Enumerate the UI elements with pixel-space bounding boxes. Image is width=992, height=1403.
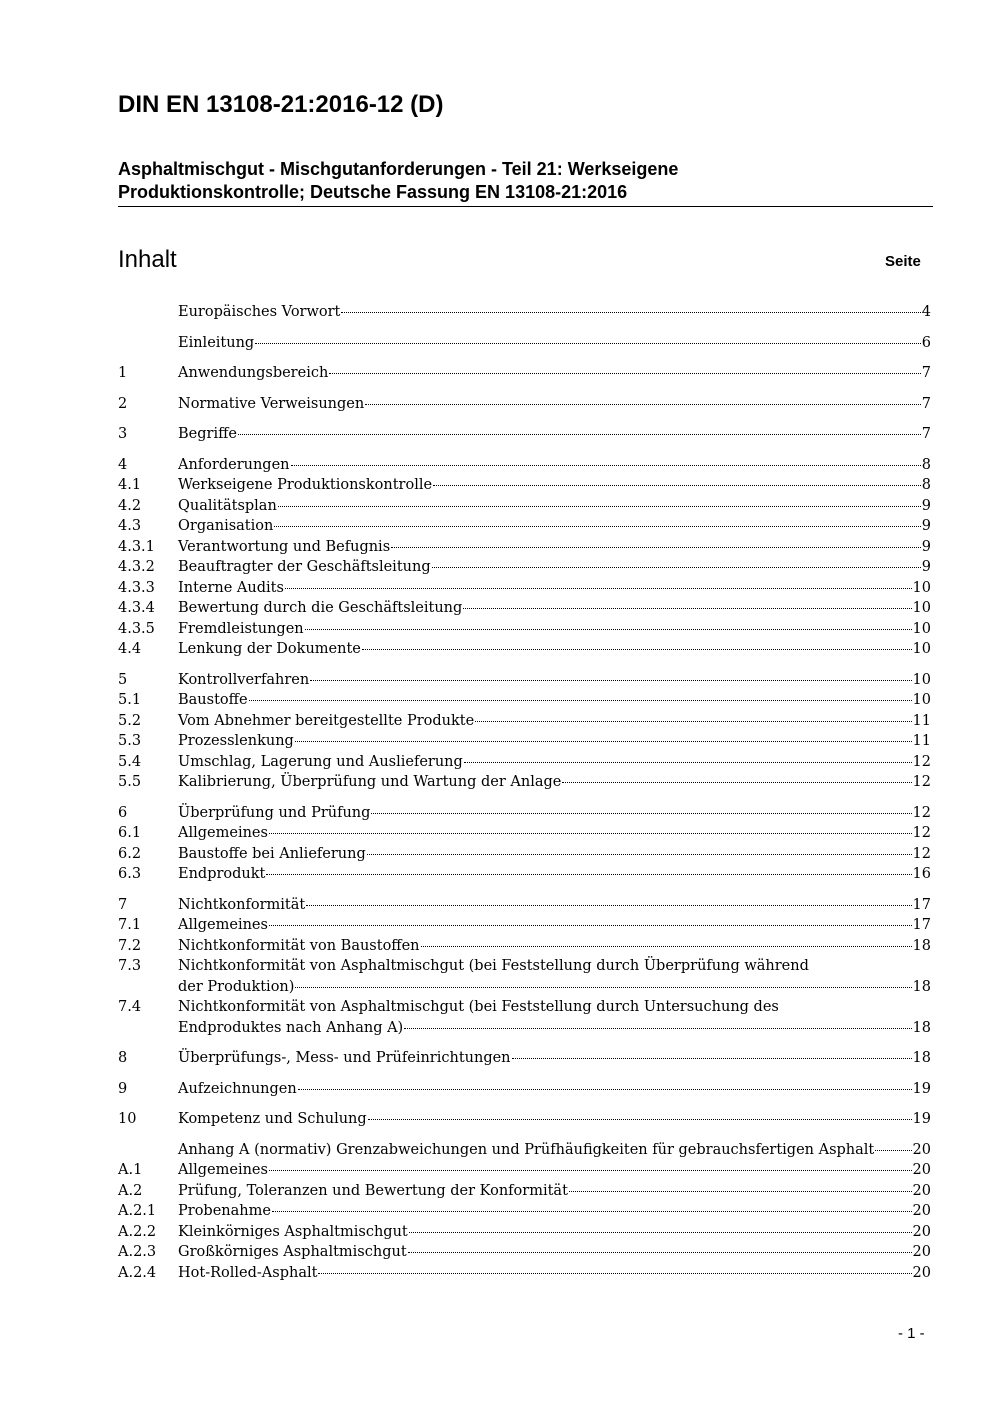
toc-dot-leader: [255, 339, 921, 344]
toc-entry-number: 5.2: [118, 712, 142, 729]
toc-entry-body: [178, 772, 931, 793]
toc-entry-body: [178, 496, 931, 517]
toc-entry-title: Beauftragter der Geschäftsleitung: [178, 559, 431, 575]
toc-entry-page: 9: [921, 538, 931, 555]
toc-entry-title: Begriffe: [178, 426, 237, 442]
toc-entry-title: Organisation: [178, 518, 274, 534]
toc-entry-body: [178, 1048, 931, 1069]
toc-entry-number: 8: [118, 1050, 128, 1066]
toc-entry-body: [178, 823, 931, 844]
toc-entry-title: Interne Audits: [178, 579, 284, 596]
toc-dot-leader: [365, 400, 921, 405]
toc-dot-leader: [371, 809, 911, 814]
toc-entry-body: [178, 670, 931, 691]
toc-dot-leader: [318, 1269, 911, 1274]
subtitle-line-2: Produktionskontrolle; Deutsche Fassung EN 13108-21:2016: [118, 182, 628, 202]
toc-dot-leader: [305, 625, 912, 630]
toc-entry-page: 20: [912, 1141, 931, 1158]
subtitle-line-1: Asphaltmischgut - Mischgutanforderungen - Teil 21: Werkseigene: [118, 159, 679, 179]
toc-entry-body: [178, 844, 931, 865]
toc-entry-page: 8: [921, 456, 931, 473]
toc-dot-leader: [274, 522, 920, 527]
toc-entry[interactable]: [118, 598, 931, 619]
toc-entry-page: 10: [912, 641, 931, 657]
toc-entry[interactable]: [118, 823, 931, 844]
toc-entry-number: 3: [118, 426, 128, 442]
toc-dot-leader: [269, 1166, 912, 1171]
toc-dot-leader: [569, 1187, 912, 1192]
toc-entry-page: 17: [912, 896, 931, 913]
toc-dot-leader: [266, 870, 911, 875]
toc-dot-leader: [421, 942, 912, 947]
toc-entry-page: 10: [912, 579, 931, 596]
toc-dot-leader: [269, 921, 912, 926]
toc-entry-title: Kleinkörniges Asphaltmischgut: [178, 1223, 408, 1240]
toc-entry[interactable]: [118, 516, 931, 537]
toc-entry-number: 4.3.4: [118, 600, 155, 616]
toc-dot-leader: [269, 829, 912, 834]
toc-entry-page: 17: [912, 917, 931, 933]
toc-entry[interactable]: [118, 803, 931, 824]
toc-entry-title: Kalibrierung, Überprüfung und Wartung der Anlage: [178, 774, 562, 790]
toc-page-column-label: Seite: [885, 253, 921, 270]
toc-dot-leader: [278, 502, 921, 507]
toc-entry[interactable]: [118, 537, 931, 558]
toc-entry-title: Fremdleistungen: [178, 620, 304, 637]
toc-entry[interactable]: [118, 864, 931, 885]
toc-entry-page: 8: [921, 477, 931, 493]
toc-entry-body: [178, 731, 931, 752]
toc-entry[interactable]: [118, 915, 931, 936]
toc-entry[interactable]: [118, 1181, 931, 1202]
toc-entry-number: 6.3: [118, 866, 142, 882]
toc-entry-body: [178, 557, 931, 578]
toc-entry-title: Prozesslenkung: [178, 733, 294, 749]
toc-dot-leader: [368, 1115, 912, 1120]
toc-entry-page: 20: [912, 1203, 931, 1219]
toc-entry-title: Werkseigene Produktionskontrolle: [178, 477, 433, 493]
toc-entry-number: A.2.4: [118, 1264, 157, 1281]
toc-entry-title: Nichtkonformität: [178, 896, 306, 913]
toc-entry-number: 4.3.2: [118, 559, 155, 575]
toc-entry-title: Verantwortung und Befugnis: [178, 538, 391, 555]
toc-entry-page: 18: [912, 1050, 931, 1066]
toc-entry-number: 5.1: [118, 692, 142, 708]
toc-entry-number: 6.2: [118, 845, 142, 862]
toc-entry-number: 5.3: [118, 733, 142, 749]
toc-entry[interactable]: [118, 1140, 931, 1161]
toc-entry-number: 4.3: [118, 518, 142, 534]
toc-entry[interactable]: [118, 1242, 931, 1263]
toc-entry-page: 20: [912, 1223, 931, 1240]
toc-entry-number: 6.1: [118, 825, 142, 841]
toc-entry-body: [178, 302, 931, 323]
toc-entry-title: Endproduktes nach Anhang A): [178, 1019, 404, 1036]
toc-entry-title: Allgemeines: [178, 825, 268, 841]
toc-entry-number: 5.4: [118, 753, 142, 770]
toc-entry-body: [178, 1242, 931, 1263]
toc-entry[interactable]: [118, 475, 931, 496]
toc-dot-leader: [362, 645, 912, 650]
toc-entry[interactable]: [118, 394, 931, 415]
toc-entry-title: Nichtkonformität von Asphaltmischgut (bei Feststellung durch Untersuchung des: [178, 999, 779, 1015]
toc-dot-leader: [512, 1054, 912, 1059]
toc-entry-page: 18: [912, 1019, 931, 1036]
toc-entry-title: Baustoffe: [178, 692, 248, 708]
toc-entry-title: Kontrollverfahren: [178, 671, 310, 688]
toc-entry[interactable]: [118, 956, 931, 997]
toc-entry-page: 9: [921, 559, 931, 575]
toc-entry-page: 7: [921, 395, 931, 412]
toc-dot-leader: [432, 563, 921, 568]
toc-entry[interactable]: [118, 1160, 931, 1181]
toc-entry-page: 12: [912, 774, 931, 790]
toc-dot-leader: [464, 758, 912, 763]
toc-entry-title: Bewertung durch die Geschäftsleitung: [178, 600, 463, 616]
toc-entry[interactable]: [118, 424, 931, 445]
toc-entry-title: Anwendungsbereich: [178, 365, 329, 381]
toc-entry-body: [178, 424, 931, 445]
toc-dot-leader: [562, 778, 911, 783]
toc-entry[interactable]: [118, 363, 931, 384]
toc-entry-page: 10: [912, 600, 931, 616]
toc-entry[interactable]: [118, 690, 931, 711]
toc-entry[interactable]: [118, 578, 931, 599]
toc-entry-body: [178, 1201, 931, 1222]
toc-entry-number: 4.3.3: [118, 579, 155, 596]
toc-entry-body: [178, 363, 931, 384]
toc-entry[interactable]: [118, 496, 931, 517]
toc-entry-continuation: [178, 1018, 931, 1039]
toc-entry[interactable]: [118, 895, 931, 916]
toc-entry-title: Europäisches Vorwort: [178, 304, 341, 320]
toc-entry-body: [178, 475, 931, 496]
toc-entry[interactable]: [118, 1201, 931, 1222]
toc-entry-title: Anforderungen: [178, 456, 290, 473]
toc-entry-title: Nichtkonformität von Baustoffen: [178, 937, 420, 954]
toc-entry-body: [178, 394, 931, 415]
toc-entry-body: [178, 333, 931, 354]
toc-entry-number: 9: [118, 1080, 128, 1097]
toc-entry-number: 7.1: [118, 917, 142, 933]
toc-entry-title: Nichtkonformität von Asphaltmischgut (bei Feststellung durch Überprüfung während: [178, 958, 809, 974]
toc-entry[interactable]: [118, 1109, 931, 1130]
toc-dot-leader: [475, 717, 911, 722]
toc-entry[interactable]: [118, 936, 931, 957]
toc-entry-body: [178, 1140, 931, 1161]
toc-entry-body: [178, 803, 931, 824]
toc-dot-leader: [463, 604, 911, 609]
toc-entry-number: 4.4: [118, 641, 142, 657]
toc-dot-leader: [285, 584, 912, 589]
toc-dot-leader: [433, 481, 921, 486]
toc-entry[interactable]: [118, 1079, 931, 1100]
toc-entry-number: 7: [118, 896, 128, 913]
document-subtitle: [118, 158, 933, 207]
toc-entry[interactable]: [118, 844, 931, 865]
toc-entry-page: 10: [912, 620, 931, 637]
toc-entry[interactable]: [118, 1263, 931, 1284]
toc-entry-title: Allgemeines: [178, 1162, 268, 1178]
toc-entry[interactable]: [118, 557, 931, 578]
toc-dot-leader: [875, 1146, 911, 1151]
toc-entry[interactable]: [118, 752, 931, 773]
toc-entry-page: 10: [912, 671, 931, 688]
toc-entry[interactable]: [118, 670, 931, 691]
toc-dot-leader: [391, 543, 921, 548]
toc-dot-leader: [291, 461, 921, 466]
toc-dot-leader: [341, 308, 920, 313]
toc-entry-title: Einleitung: [178, 334, 255, 351]
toc-entry-title: Überprüfung und Prüfung: [178, 804, 371, 821]
toc-entry-body: [178, 537, 931, 558]
toc-entry-title: Lenkung der Dokumente: [178, 641, 361, 657]
toc-entry-title: Aufzeichnungen: [178, 1080, 297, 1097]
toc-entry-number: A.2.1: [118, 1203, 157, 1219]
toc-entry-page: 19: [912, 1080, 931, 1097]
toc-entry-title: der Produktion): [178, 978, 295, 995]
toc-dot-leader: [298, 1085, 912, 1090]
toc-entry-number: A.2: [118, 1182, 143, 1199]
toc-entry-page: 11: [912, 712, 931, 729]
toc-dot-leader: [295, 983, 911, 988]
toc-entry-page: 12: [912, 753, 931, 770]
toc-entry-number: A.1: [118, 1162, 143, 1178]
toc-entry-title: Normative Verweisungen: [178, 395, 365, 412]
toc-entry-page: 7: [921, 365, 931, 381]
toc-entry-title: Qualitätsplan: [178, 497, 277, 514]
toc-entry-number: 4.3.1: [118, 538, 155, 555]
toc-entry-title: Hot-Rolled-Asphalt: [178, 1264, 318, 1281]
toc-entry-page: 12: [912, 804, 931, 821]
toc-entry-page: 4: [921, 304, 931, 320]
toc-entry-number: 4.2: [118, 497, 142, 514]
toc-entry-page: 12: [912, 825, 931, 841]
toc-entry-number: 7.3: [118, 958, 142, 974]
toc-entry[interactable]: [118, 302, 931, 323]
toc-entry[interactable]: [118, 455, 931, 476]
toc-entry-page: 12: [912, 845, 931, 862]
toc-entry[interactable]: [118, 619, 931, 640]
toc-entry-page: 6: [921, 334, 931, 351]
toc-heading: Inhalt: [118, 246, 177, 273]
toc-entry-page: 20: [912, 1182, 931, 1199]
toc-entry-number: A.2.2: [118, 1223, 157, 1240]
toc-entry[interactable]: [118, 1222, 931, 1243]
toc-entry-page: 9: [921, 518, 931, 534]
toc-entry-body: [178, 639, 931, 660]
toc-entry-number: 5: [118, 671, 128, 688]
toc-entry-number: 5.5: [118, 774, 142, 790]
toc-entry-title: Baustoffe bei Anlieferung: [178, 845, 366, 862]
toc-entry-page: 19: [912, 1111, 931, 1127]
toc-entry[interactable]: [118, 333, 931, 354]
toc-entry[interactable]: [118, 639, 931, 660]
toc-entry-body: [178, 711, 931, 732]
toc-entry[interactable]: [118, 997, 931, 1038]
toc-entry-title: Großkörniges Asphaltmischgut: [178, 1244, 407, 1260]
toc-entry-body: [178, 956, 931, 997]
toc-entry-number: A.2.3: [118, 1244, 157, 1260]
toc-entry-continuation: [178, 977, 931, 998]
toc-dot-leader: [404, 1024, 911, 1029]
toc-entry-page: 9: [921, 497, 931, 514]
toc-entry-number: 4.1: [118, 477, 142, 493]
toc-entry-page: 20: [912, 1244, 931, 1260]
toc-entry-body: [178, 455, 931, 476]
toc-entry-number: 6: [118, 804, 128, 821]
toc-dot-leader: [409, 1228, 912, 1233]
toc-entry-title: Kompetenz und Schulung: [178, 1111, 367, 1127]
toc-entry-body: [178, 895, 931, 916]
toc-entry-body: [178, 752, 931, 773]
toc-entry-number: 2: [118, 395, 128, 412]
toc-entry-body: [178, 1263, 931, 1284]
toc-entry-page: 16: [912, 866, 931, 882]
toc-dot-leader: [295, 737, 912, 742]
toc-entry[interactable]: [118, 772, 931, 793]
toc-entry[interactable]: [118, 1048, 931, 1069]
toc-entry-number: 4.3.5: [118, 620, 155, 637]
toc-entry-page: 11: [912, 733, 931, 749]
toc-entry-body: [178, 1181, 931, 1202]
toc-entry-number: 7.2: [118, 937, 142, 954]
toc-entry-body: [178, 690, 931, 711]
toc-entry-title: Endprodukt: [178, 866, 266, 882]
table-of-contents: [118, 302, 931, 1283]
toc-entry-page: 20: [912, 1264, 931, 1281]
toc-dot-leader: [310, 676, 911, 681]
page-number: - 1 -: [898, 1325, 925, 1342]
toc-dot-leader: [408, 1248, 912, 1253]
toc-entry-body: [178, 915, 931, 936]
toc-dot-leader: [367, 850, 912, 855]
toc-entry-title: Allgemeines: [178, 917, 268, 933]
toc-entry-body: [178, 1160, 931, 1181]
toc-entry-number: 10: [118, 1111, 137, 1127]
document-title: DIN EN 13108-21:2016-12 (D): [118, 91, 444, 118]
toc-entry-page: 20: [912, 1162, 931, 1178]
toc-entry-title: Umschlag, Lagerung und Auslieferung: [178, 753, 463, 770]
toc-entry-body: [178, 1109, 931, 1130]
toc-entry-title: Anhang A (normativ) Grenzabweichungen und Prüfhäufigkeiten für gebrauchsfertigen Asphalt: [178, 1141, 875, 1158]
toc-dot-leader: [329, 369, 920, 374]
toc-entry-number: 4: [118, 456, 128, 473]
toc-entry-number: 7.4: [118, 999, 142, 1015]
toc-entry-title: Vom Abnehmer bereitgestellte Produkte: [178, 712, 475, 729]
toc-entry-body: [178, 1222, 931, 1243]
toc-dot-leader: [249, 696, 912, 701]
toc-entry-number: 1: [118, 365, 128, 381]
toc-entry-body: [178, 1079, 931, 1100]
toc-entry-body: [178, 578, 931, 599]
toc-entry-body: [178, 997, 931, 1038]
toc-entry-body: [178, 864, 931, 885]
toc-entry-title: Prüfung, Toleranzen und Bewertung der Konformität: [178, 1182, 568, 1199]
toc-entry-page: 18: [912, 937, 931, 954]
toc-entry-page: 10: [912, 692, 931, 708]
toc-dot-leader: [306, 901, 911, 906]
toc-entry-title: Überprüfungs-, Mess- und Prüfeinrichtungen: [178, 1050, 511, 1066]
toc-entry-title: Probenahme: [178, 1203, 271, 1219]
toc-dot-leader: [238, 430, 921, 435]
toc-entry-page: 18: [912, 978, 931, 995]
toc-entry[interactable]: [118, 711, 931, 732]
toc-entry-body: [178, 516, 931, 537]
toc-entry-body: [178, 619, 931, 640]
toc-dot-leader: [272, 1207, 912, 1212]
toc-entry-page: 7: [921, 426, 931, 442]
toc-entry-body: [178, 598, 931, 619]
toc-entry-body: [178, 936, 931, 957]
toc-entry[interactable]: [118, 731, 931, 752]
